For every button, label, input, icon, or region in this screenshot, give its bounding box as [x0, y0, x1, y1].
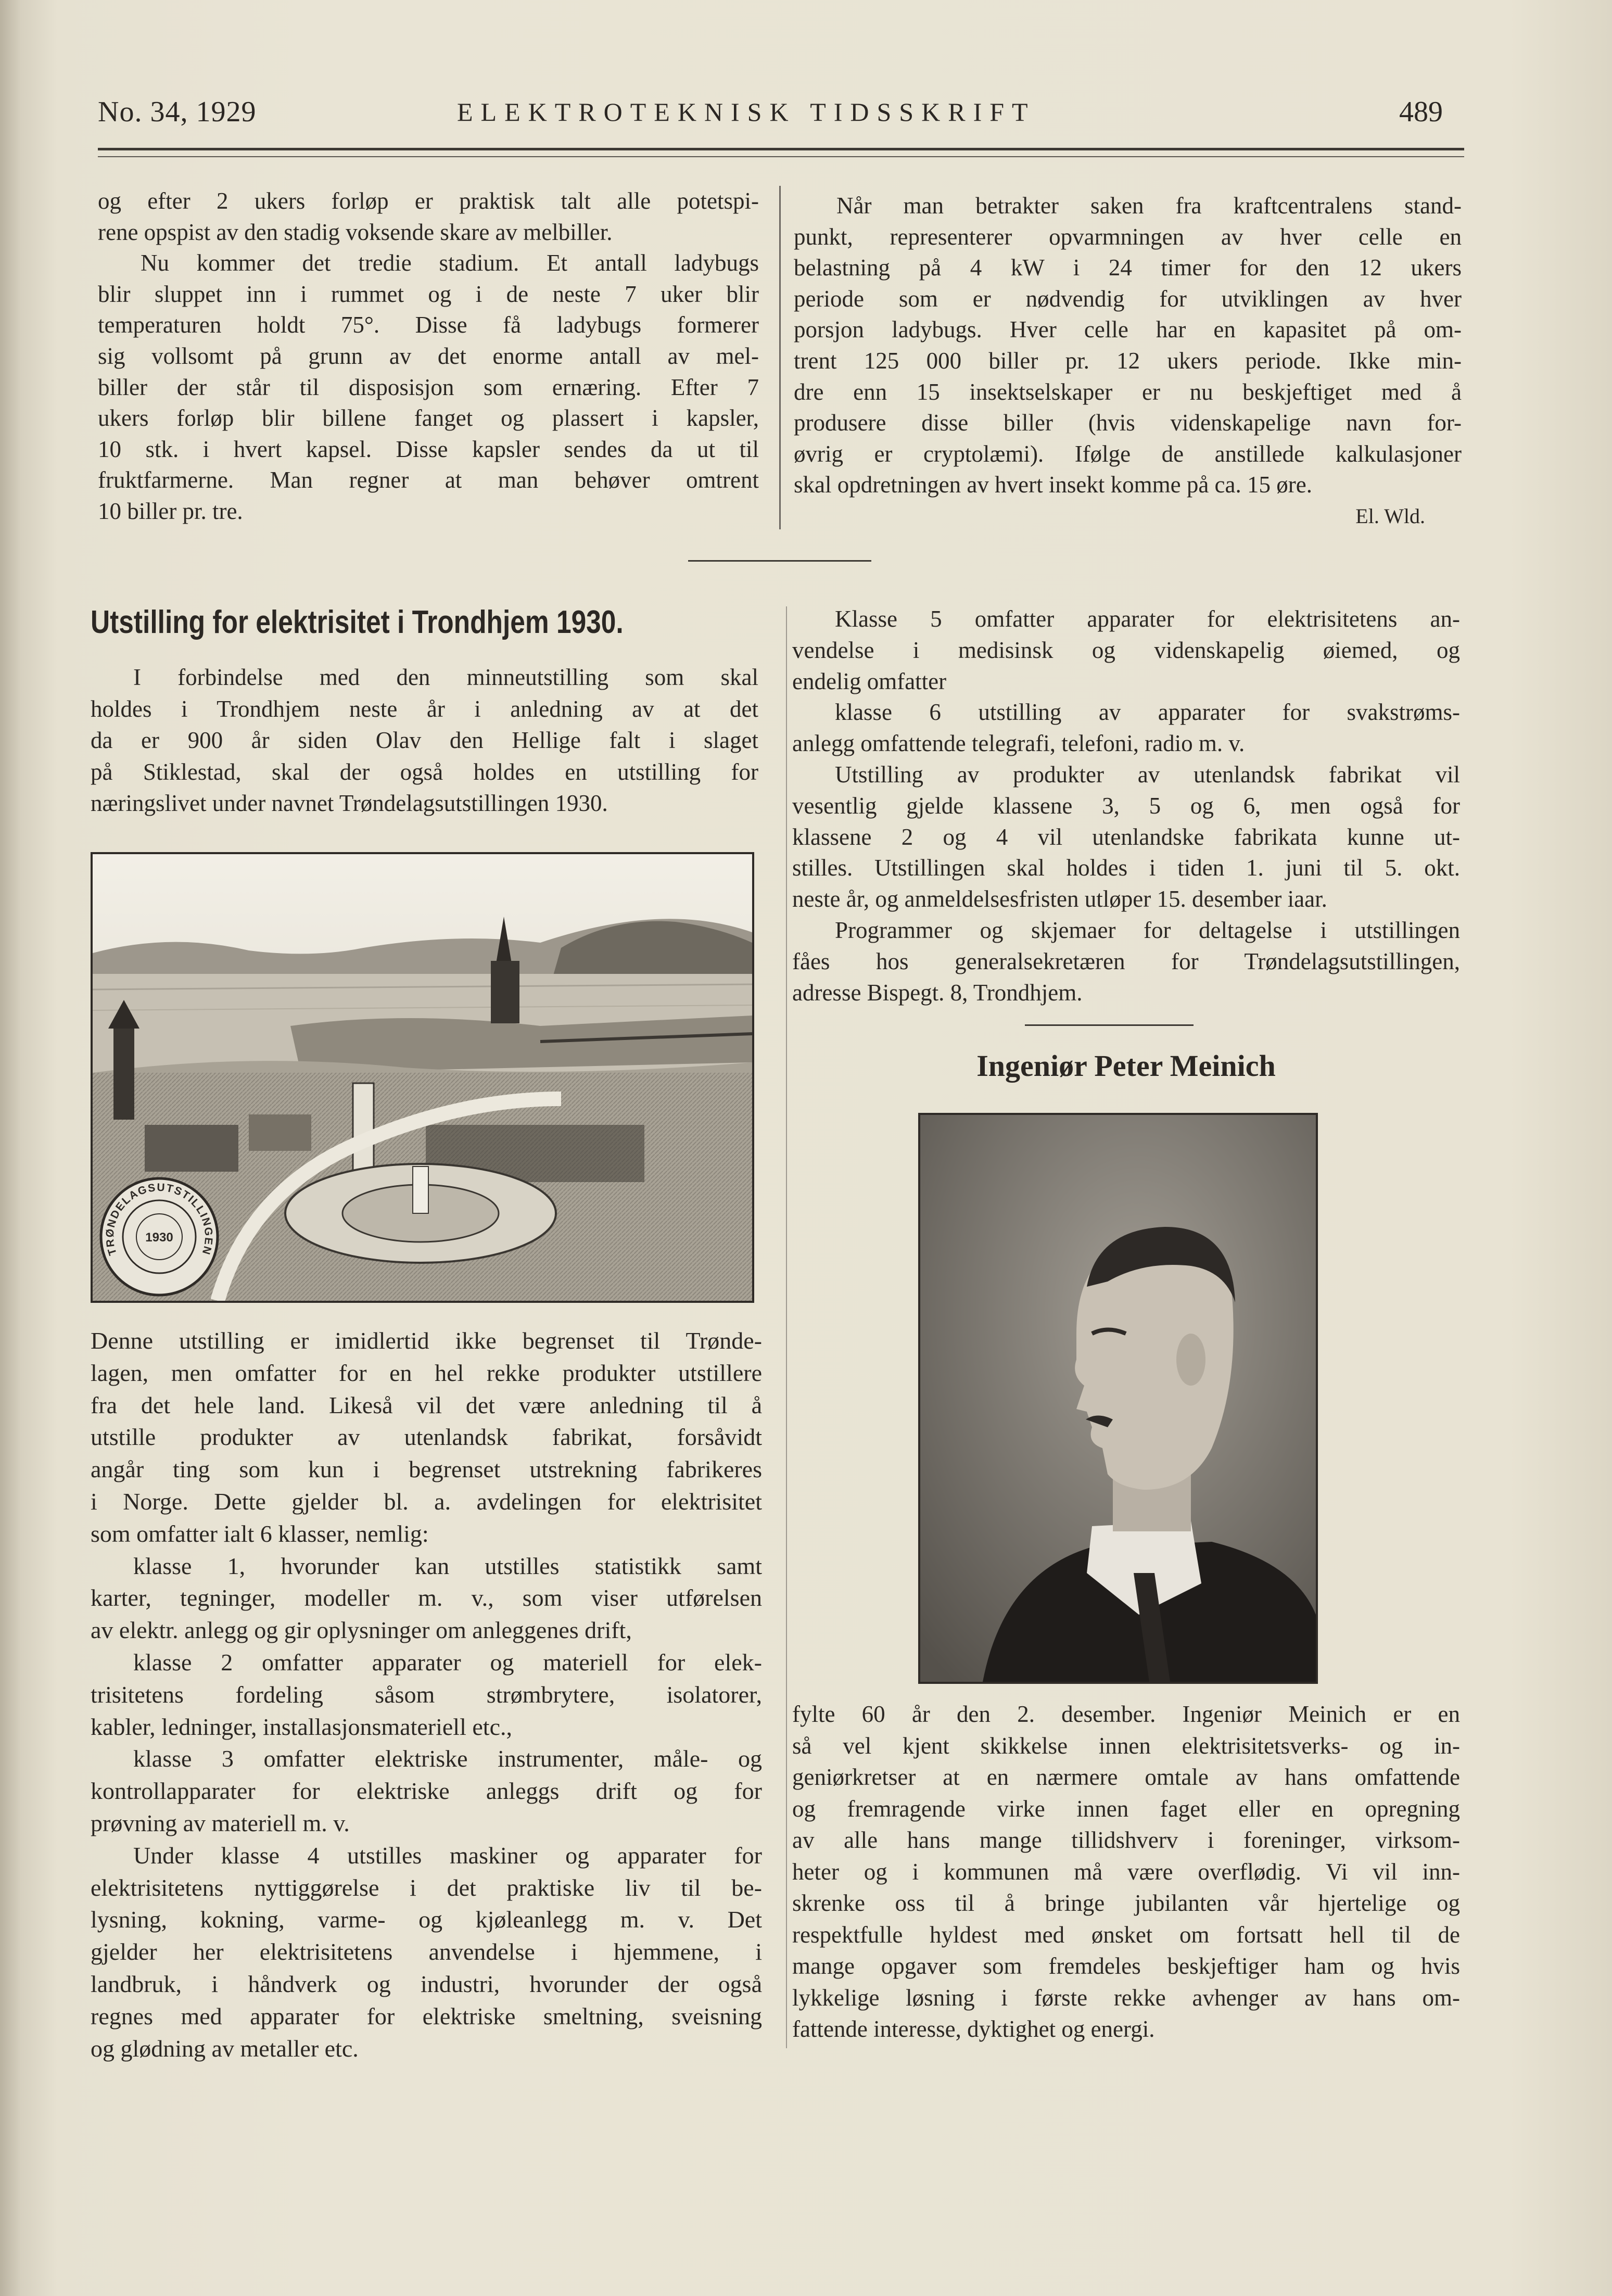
text-line: og efter 2 ukers forløp er praktisk talt alle potetspi-	[98, 188, 759, 214]
text-line: fra det hele land. Likeså vil det være anledning til å	[91, 1391, 762, 1418]
journal-title: ELEKTROTEKNISK TIDSSKRIFT	[457, 97, 1036, 126]
portrait-photo	[918, 1113, 1318, 1684]
text-line: holdes i Trondhjem neste år i anledning av at det	[91, 695, 758, 722]
ladybugs-right-column	[794, 191, 1462, 532]
text-line: fåes hos generalsekretæren for Trøndelagsutstillingen,	[792, 948, 1460, 974]
text-line: biller der står til disposisjon som ernæring. Efter 7	[98, 374, 759, 400]
text-line: vesentlig gjelde klassene 3, 5 og 6, men også for	[792, 792, 1460, 819]
text-line: anlegg omfattende telegrafi, telefoni, radio m. v.	[792, 730, 1245, 757]
text-line: lysning, kokning, varme- og kjøleanlegg m. v. Det	[91, 1906, 762, 1933]
exhibition-bird-view-drawing	[93, 854, 752, 1301]
text-line: Klasse 5 omfatter apparater for elektrisitetens an-	[835, 606, 1460, 632]
text-line: næringslivet under navnet Trøndelagsutstillingen 1930.	[91, 790, 608, 816]
text-line: i Norge. Dette gjelder bl. a. avdelingen for elektrisitet	[91, 1488, 762, 1515]
text-line: mange opgaver som fremdeles beskjeftiger ham og hvis	[792, 1953, 1460, 1979]
seal-lettering: TRØNDELAGSUTSTILLINGEN	[104, 1181, 215, 1257]
text-line: av alle hans mange tillidshverv i foreninger, virksom-	[792, 1827, 1460, 1853]
text-line: klasse 1, hvorunder kan utstilles statistikk samt	[133, 1552, 762, 1579]
text-line: Under klasse 4 utstilles maskiner og apparater for	[133, 1842, 762, 1869]
exhibition-intro	[91, 662, 758, 819]
text-line: respektfulle hyldest med ønsket om fortsatt hell til de	[792, 1921, 1460, 1948]
text-line: 10 stk. i hvert kapsel. Disse kapsler sendes da ut til	[98, 436, 759, 462]
text-line: skrenke oss til å bringe jubilanten vår hjertelige og	[792, 1890, 1460, 1916]
text-line: trent 125 000 biller pr. 12 ukers periode. Ikke min-	[794, 347, 1462, 374]
text-line: prøvning av materiell m. v.	[91, 1809, 350, 1836]
text-line: klasse 3 omfatter elektriske instrumenter, måle- og	[133, 1745, 762, 1772]
text-line: fattende interesse, dyktighet og energi.	[792, 2016, 1155, 2042]
text-line: I forbindelse med den minneutstilling som skal	[133, 664, 758, 690]
text-line: av elektr. anlegg og gir oplysninger om anleggenes drift,	[91, 1617, 632, 1644]
ladybugs-right-text	[794, 191, 1462, 501]
text-line: kabler, ledninger, installasjonsmateriell etc.,	[91, 1713, 512, 1740]
ladybugs-left-column	[98, 186, 759, 527]
text-line: kontrollapparater for elektriske anleggs drift og for	[91, 1778, 762, 1805]
portrait-man-profile	[920, 1115, 1316, 1682]
meinich-body	[792, 1698, 1460, 2045]
text-line: neste år, og anmeldelsesfristen utløper 15. desember iaar.	[792, 886, 1327, 912]
article-separator-rule	[688, 560, 871, 562]
text-line: klassene 2 og 4 vil utenlandske fabrikata kunne ut-	[792, 823, 1460, 850]
column-divider	[779, 186, 781, 529]
text-line: Denne utstilling er imidlertid ikke begrenset til Trønde-	[91, 1327, 762, 1354]
text-line: utstille produkter av utenlandsk fabrikat, forsåvidt	[91, 1424, 762, 1451]
text-line: klasse 2 omfatter apparater og materiell for elek-	[133, 1648, 762, 1676]
text-line: heter og i kommunen må være overflødig. Vi vil inn-	[792, 1858, 1460, 1885]
text-line: dre enn 15 insektselskaper er nu beskjeftiget med å	[794, 378, 1462, 405]
text-line: fylte 60 år den 2. desember. Ingeniør Meinich er en	[792, 1701, 1460, 1727]
text-line: regnes med apparater for elektriske smeltning, sveisning	[91, 2002, 762, 2029]
text-line: på Stiklestad, skal der også holdes en utstilling for	[91, 758, 758, 785]
text-line: stilles. Utstillingen skal holdes i tiden 1. juni til 5. okt.	[792, 855, 1460, 881]
text-line: Programmer og skjemaer for deltagelse i utstillingen	[835, 917, 1460, 943]
page-number: 489	[1399, 96, 1443, 128]
text-line: porsjon ladybugs. Hver celle har en kapasitet på om-	[794, 316, 1462, 343]
text-line: geniørkretser at en nærmere omtale av hans omfattende	[792, 1764, 1460, 1790]
text-line: da er 900 år siden Olav den Hellige falt i slaget	[91, 727, 758, 753]
header-double-rule	[98, 148, 1464, 157]
text-line: så vel kjent skikkelse innen elektrisitetsverks- og in-	[792, 1732, 1460, 1759]
text-line: øvrig er cryptolæmi). Ifølge de anstillede kalkulasjoner	[794, 440, 1462, 467]
exhibition-right-body	[792, 604, 1460, 1008]
exhibition-left-body	[91, 1325, 762, 2064]
text-line: vendelse i medisinsk og videnskapelig øiemed, og	[792, 637, 1460, 663]
text-line: adresse Bispegt. 8, Trondhjem.	[792, 979, 1083, 1006]
text-line: gjelder her elektrisitetens anvendelse i hjemmene, i	[91, 1938, 762, 1965]
text-line: fruktfarmerne. Man regner at man behøver omtrent	[98, 467, 759, 493]
text-line: som omfatter ialt 6 klasser, nemlig:	[91, 1520, 429, 1547]
text-line: temperaturen holdt 75°. Disse få ladybugs formerer	[98, 312, 759, 338]
text-line: endelig omfatter	[792, 668, 947, 694]
column-divider-lower	[786, 606, 787, 2048]
text-line: angår ting som kun i begrenset utstrekning fabrikeres	[91, 1456, 762, 1483]
text-line: 10 biller pr. tre.	[98, 498, 243, 524]
text-line: og glødning av metaller etc.	[91, 2035, 359, 2062]
text-line: sig vollsomt på grunn av det enorme antall av mel-	[98, 343, 759, 369]
text-line: Utstilling av produkter av utenlandsk fabrikat vil	[835, 761, 1460, 788]
text-line: skal opdretningen av hvert insekt komme på ca. 15 øre.	[794, 472, 1312, 498]
text-line: klasse 6 utstilling av apparater for svakstrøms-	[835, 699, 1460, 726]
text-line: produsere disse biller (hvis videnskapelige navn for-	[794, 410, 1462, 436]
text-line: blir sluppet inn i rummet og i de neste 7 uker blir	[98, 281, 759, 307]
issue-number: No. 34, 1929	[98, 96, 257, 128]
text-line: ukers forløp blir billene fanget og plassert i kapsler,	[98, 405, 759, 432]
text-line: trisitetens fordeling såsom strømbrytere, isolatorer,	[91, 1681, 762, 1708]
article-separator-rule-2	[1025, 1024, 1194, 1026]
author-signature: El. Wld.	[1355, 504, 1425, 528]
exhibition-seal	[101, 1178, 218, 1295]
text-line: elektrisitetens nyttiggørelse i det praktiske liv til be-	[91, 1874, 762, 1901]
text-line: landbruk, i håndverk og industri, hvorunder der også	[91, 1970, 762, 1997]
text-line: Nu kommer det tredie stadium. Et antall ladybugs	[141, 250, 759, 276]
seal-year: 1930	[145, 1231, 173, 1245]
text-line: og fremragende virke innen faget eller en opregning	[792, 1795, 1460, 1822]
article-title-exhibition: Utstilling for elektrisitet i Trondhjem 1930.	[91, 604, 624, 640]
text-line: lagen, men omfatter for en hel rekke produkter utstillere	[91, 1359, 762, 1386]
text-line: lykkelige løsning i første rekke avhenger av hans om-	[792, 1984, 1460, 2011]
text-line: punkt, representerer opvarmningen av hver celle en	[794, 223, 1462, 250]
exhibition-illustration	[91, 852, 754, 1303]
text-line: rene opspist av den stadig voksende skare av melbiller.	[98, 219, 613, 245]
text-line: periode som er nødvendig for utviklingen av hver	[794, 285, 1462, 312]
text-line: karter, tegninger, modeller m. v., som viser utførelsen	[91, 1584, 762, 1612]
article-title-meinich: Ingeniør Peter Meinich	[976, 1049, 1276, 1083]
text-line: belastning på 4 kW i 24 timer for den 12 ukers	[794, 255, 1462, 281]
text-line: Når man betrakter saken fra kraftcentralens stand-	[836, 193, 1462, 219]
